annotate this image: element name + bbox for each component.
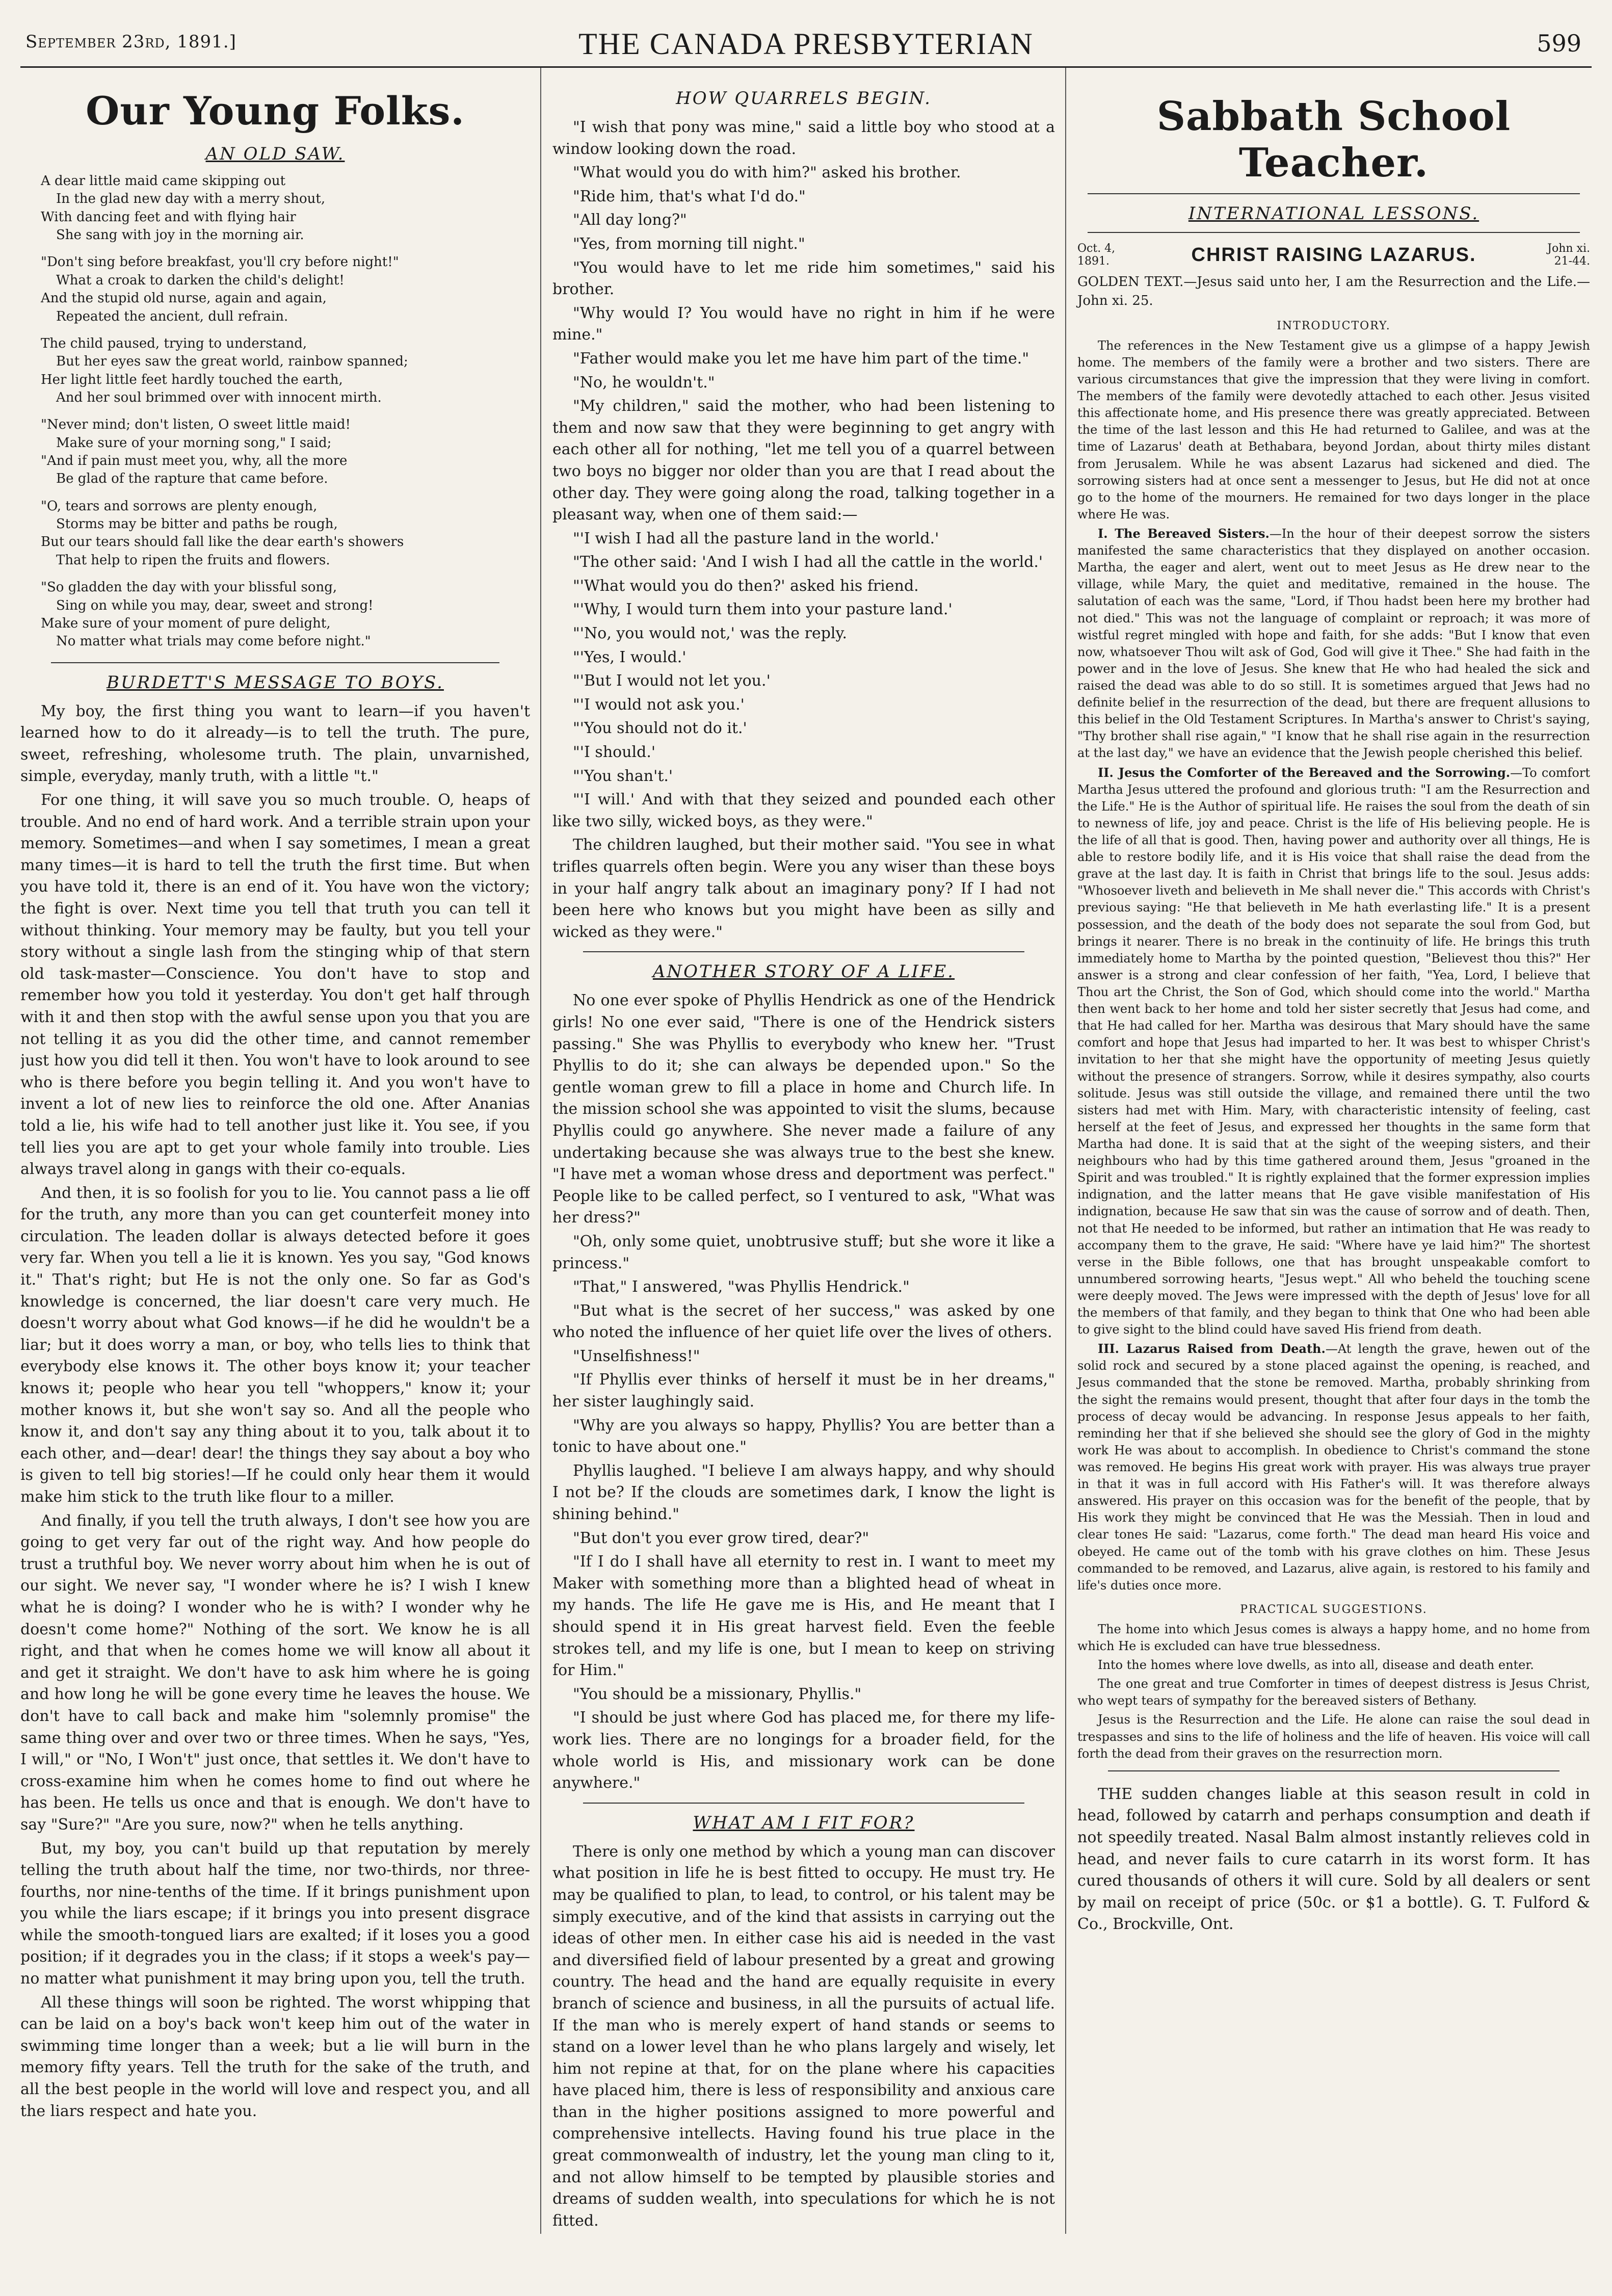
- article-burdett: [20, 701, 530, 2123]
- paragraph: And finally, if you tell the truth always, I don't see how you are going to get very far out of the right way. And how people do trust a truthful boy. We never worry about him when he is out of our sight. We never say, "I wonder where he is? I wish I knew what he is doing? I wonder who he is with? I wonder why he doesn't come home?" Nothing of the sort. We know he is all right, and that when he comes home we will know all about it and get it straight. We don't have to ask him where he is going and how long he will be gone every time he leaves the house. We don't have to call back and make him "solemnly promise" the same thing over and over two or three times. When he says, "Yes, I will," or "No, I Won't" just once, that settles it. We don't have to cross-examine him when he comes home to find out where he has been. He tells us once and that is enough. We don't have to say "Sure?" "Are you sure, now?" when he tells anything.: [20, 1511, 530, 1834]
- lesson-header: [1077, 242, 1590, 268]
- lesson-date: Oct. 4, 1891.: [1077, 242, 1116, 268]
- page-number: 599: [1537, 30, 1581, 57]
- paragraph: "'I wish I had all the pasture land in the world.': [573, 529, 939, 547]
- poem-an-old-saw: [41, 172, 510, 651]
- article-title-quarrels: HOW QUARRELS BEGIN.: [676, 88, 932, 109]
- poem-line: And her soul brimmed over with innocent mirth.: [56, 389, 382, 405]
- poem-line: But our tears should fall like the dear earth's showers: [41, 534, 404, 550]
- divider: [1088, 193, 1580, 194]
- paragraph: "'But I would not let you.': [573, 672, 771, 690]
- paragraph: "Oh, only some quiet, unobtrusive stuff; but she wore it like a princess.": [552, 1232, 1055, 1272]
- poem-line: And the stupid old nurse, again and again,: [41, 291, 327, 306]
- section-3-heading: III. Lazarus Raised from Death.: [1098, 1341, 1326, 1356]
- paragraph: Jesus is the Resurrection and the Life. He alone can raise the soul dead in trespasses and sins to the life of holiness and the life of heaven. His voice will call forth the dead from their graves on the resurrection morn.: [1077, 1712, 1590, 1761]
- paragraph: And then, it is so foolish for you to lie. You cannot pass a lie off for the truth, any more than you can get counterfeit money into circulation. The leaden dollar is always detected before it goes very far. When you tell a lie it is known. Yes you say, "God knows it." That's right; but He is not the only one. So far as God's knowledge is concerned, the liar doesn't care very much. He doesn't worry about what God knows—if he did he wouldn't be a liar; but it does worry a man, or boy, who tells lies to think that everybody else knows it. The other boys know it; your teacher knows it; people who hear you tell "whoppers," know it; your mother knows it, but she won't say so. And all the people who know it, and don't say any thing about it to you, talk about it to each other, and—dear! dear! the things they say about a boy who is given to tell big stories!—If he could only hear them it would make him stick to the truth like flour to a miller.: [20, 1184, 530, 1506]
- poem-line: Storms may be bitter and paths be rough,: [56, 516, 338, 532]
- paragraph: "'You should not do it.': [573, 719, 747, 738]
- poem-line: "So gladden the day with your blissful song,: [41, 580, 337, 595]
- paragraph: The home into which Jesus comes is always a happy home, and no home from which He is excluded can have true blessedness.: [1077, 1622, 1590, 1654]
- paragraph: "'No, you would not,' was the reply.: [573, 624, 848, 643]
- poem-line: She sang with joy in the morning air.: [56, 227, 304, 243]
- section-1: [1077, 525, 1590, 762]
- section-2-heading: II. Jesus the Comforter of the Bereaved and the Sorrowing.: [1098, 765, 1511, 780]
- lesson-reference: John xi. 21-44.: [1547, 242, 1590, 268]
- poem-line: Be glad of the rapture that came before.: [56, 471, 328, 487]
- paragraph: "You would have to let me ride him sometimes," said his brother.: [552, 258, 1055, 299]
- paragraph: But, my boy, you can't build up that reputation by merely telling the truth about half the time, nor two-thirds, nor three-fourths, nor nine-tenths of the time. If it brings punishment upon you while the liars escape; if it brings you into present disgrace while the smooth-tongued liars are exalted; if it loses you a good position; if it degrades you in the class; if it stops a week's pay—no matter what punishment it may bring upon you, tell the truth.: [20, 1839, 530, 1988]
- paragraph: "The other said: 'And I wish I had all the cattle in the world.': [573, 553, 1043, 571]
- paragraph: "Yes, from morning till night.": [573, 234, 805, 253]
- poem-line: But her eyes saw the great world, rainbow spanned;: [56, 354, 408, 370]
- divider: [1088, 232, 1580, 233]
- paragraph: "If Phyllis ever thinks of herself it must be in her dreams," her sister laughingly said.: [552, 1371, 1055, 1411]
- column-stories: [540, 68, 1055, 2234]
- poem-line: What a croak to darken the child's delight!: [56, 272, 345, 288]
- masthead: [20, 10, 1592, 68]
- divider: [583, 951, 1024, 952]
- poem-line: The child paused, trying to understand,: [41, 335, 307, 351]
- paragraph: "'I would not ask you.': [573, 695, 745, 714]
- paragraph: "You should be a missionary, Phyllis.": [573, 1685, 862, 1703]
- poem-line: "Never mind; don't listen, O sweet little maid!: [41, 417, 351, 433]
- article-quarrels: [552, 117, 1055, 943]
- advert-text: THE sudden changes liable at this season result in cold in head, followed by catarrh and perhaps consumption and death if not speedily treated. Nasal Balm almost instantly relieves cold in head, and never fails to cure catarrh in its worst form. It has cured thousands of others it will cure. Sold by all dealers or sent by mail on receipt of price (50c. or $1 a bottle). G. T. Fulford & Co., Brockville, Ont.: [1077, 1785, 1590, 1934]
- column-young-folks: [20, 68, 530, 2234]
- advertisement-nasal-balm: [1077, 1784, 1590, 1936]
- paragraph: "Father would make you let me have him part of the time.": [573, 349, 1029, 368]
- section-3: [1077, 1340, 1590, 1594]
- section-3-text: —At length the grave, hewen out of the solid rock and secured by a stone placed against the opening, is reached, and Jesus commanded that the stone be removed. Martha, probably shrinking from the sight the remains would present, thought that after four days in the tomb the process of decay would be advancing. In response Jesus appeals to her faith, reminding her that if she believed she should see the glory of God in the mighty work He was about to accomplish. In obedience to Christ's command the stone was removed. He begins His great work with prayer. His was always true prayer in that it was in full accord with His Father's will. It was therefore always answered. His prayer on this occasion was for the benefit of the people, that by His work they might be convinced that He was the Messiah. Then in loud and clear tones He said: "Lazarus, come forth." The dead man heard His voice and obeyed. He came out of the tomb with his grave clothes on him. These Jesus commanded to be removed, and Lazarus, alive again, is restored to his family and life's duties once more.: [1077, 1342, 1590, 1593]
- practical-heading: PRACTICAL SUGGESTIONS.: [1240, 1603, 1428, 1616]
- paragraph: No one ever spoke of Phyllis Hendrick as one of the Hendrick girls! No one ever said, "There is one of the Hendrick sisters passing." She was Phyllis to everybody who knew her. "Trust Phyllis to do it; she can always be depended upon." So the gentle woman grew to fill a place in home and Church life. In the mission school she was appointed to visit the slums, because Phyllis could go anywhere. She never made a failure of any undertaking because she was always true to the best she knew. "I have met a woman whose dress and deportment was perfect." People like to be called perfect, so I ventured to ask, "What was her dress?": [552, 992, 1055, 1227]
- paragraph: "Why are you always so happy, Phyllis? You are better than a tonic to have about one.": [552, 1416, 1055, 1456]
- section-heading-young-folks: Our Young Folks.: [86, 88, 465, 134]
- poem-line: "And if pain must meet you, why, all the more: [41, 453, 348, 469]
- columns: [20, 68, 1592, 2234]
- article-title-burdett: BURDETT'S MESSAGE TO BOYS.: [107, 672, 444, 693]
- paragraph: "No, he wouldn't.": [573, 373, 715, 392]
- paragraph: "But what is the secret of her success," was asked by one who noted the influence of her quiet life over the lives of others.: [552, 1301, 1055, 1342]
- divider: [51, 662, 499, 663]
- paragraph: "All day long?": [573, 211, 687, 229]
- poem-line: No matter what trials may come before night.": [56, 634, 371, 649]
- paragraph: The references in the New Testament give us a glimpse of a happy Jewish home. The members of the family were a brother and two sisters. There are various circumstances that give the impression that they were living in comfort. The members of the family were devotedly attached to each other. Jesus visited this affectionate home, and His presence there was greatly appreciated. Between the time of the last lesson and this He had returned to Galilee, and was at the time of Lazarus' death at Bethabara, beyond Jordan, about thirty miles distant from Jerusalem. While he was absent Lazarus had sickened and died. The sorrowing sisters had at once sent a messenger to Jesus, but He did not at once go to the home of the mourners. He remained for two days longer in the place where He was.: [1077, 338, 1590, 521]
- paragraph: "If I do I shall have all eternity to rest in. I want to meet my Maker with something more than a blighted head of wheat in my hands. The life He gave me is His, and He meant that I should spend it in His great harvest field. Even the feeble strokes tell, and my life is one, but I mean to keep on striving for Him.": [552, 1553, 1055, 1680]
- paragraph: "Unselfishness!": [573, 1347, 700, 1365]
- issue-date: September 23rd, 1891.]: [25, 32, 236, 52]
- golden-text: GOLDEN TEXT.—Jesus said unto her, I am the Resurrection and the Life.—John xi. 25.: [1077, 274, 1590, 308]
- paragraph: The children laughed, but their mother said. "You see in what trifles quarrels often begin. Were you any wiser than these boys in your half angry talk about an imaginary pony? If I had not been here who knows but you might have been as silly and wicked as they were.": [552, 836, 1055, 941]
- newspaper-title: THE CANADA PRESBYTERIAN: [578, 27, 1034, 61]
- poem-title: AN OLD SAW.: [205, 144, 345, 164]
- paragraph: "My children," said the mother, who had been listening to them and now saw that they were beginning to get angry with each other all for nothing, "let me tell you of a quarrel between two boys no bigger nor older than you are that I read about the other day. They were going along the road, talking together in a pleasant way, when one of them said:—: [552, 397, 1055, 524]
- article-fit: [552, 1841, 1055, 2232]
- paragraph: Into the homes where love dwells, as into all, disease and death enter.: [1098, 1658, 1534, 1673]
- poem-line: Repeated the ancient, dull refrain.: [56, 308, 288, 324]
- poem-line: A dear little maid came skipping out: [41, 173, 286, 189]
- paragraph: "'Yes, I would.': [573, 648, 686, 666]
- poem-line: Make sure of your morning song," I said;: [56, 435, 332, 451]
- poem-line: Make sure of your moment of pure delight,: [41, 615, 331, 631]
- introductory-heading: INTRODUCTORY.: [1277, 319, 1391, 332]
- paragraph: "That," I answered, "was Phyllis Hendrick.": [573, 1278, 910, 1296]
- paragraph: "'I will.' And with that they seized and pounded each other like two silly, wicked boys, as they were.": [552, 791, 1055, 830]
- paragraph: "I should be just where God has placed me, for there my life-work lies. There are no longings for a broader field, for the whole world is His, and missionary work can be done anywhere.": [552, 1709, 1055, 1792]
- paragraph: "I wish that pony was mine," said a little boy who stood at a window looking down the road.: [552, 118, 1055, 158]
- paragraph: "Ride him, that's what I'd do.": [573, 187, 806, 205]
- paragraph: For one thing, it will save you so much trouble. O, heaps of trouble. And no end of hard work. And a terrible strain upon your memory. Sometimes—and when I say sometimes, I mean a great many times—it is hard to tell the truth the first time. But when you have told it, there is an end of it. You have won the victory; the fight is over. Next time you tell that truth you can tell it without thinking. Your memory may be faulty, but you tell your story without a single lash from the stinging whip of that stern old task-master—Conscience. You don't have to stop and remember how you told it yesterday. You don't get half through with it and then stop with the awful sense upon you that you are not telling it as you did the other time, and cannot remember just how you did tell it then. You won't have to look around to see who is there before you begin telling it. And you won't have to invent a lot of new lies to reinforce the old one. After Ananias told a lie, his wife had to tell another just like it. You see, if you tell lies you are apt to get your whole family into trouble. Lies always travel along in gangs with their co-equals.: [20, 791, 530, 1179]
- paragraph: "'What would you do then?' asked his friend.: [573, 577, 919, 595]
- paragraph: "But don't you ever grow tired, dear?": [573, 1529, 869, 1547]
- paragraph: There is only one method by which a young man can discover what position in life he is best fitted to occupy. He must try. He may be qualified to plan, to lead, to control, or his talent may be simply executive, and of the kind that assists in carrying out the ideas of other men. In either case his aid is needed in the vast and diversified field of labour presented by a great and growing country. The head and the hand are equally requisite in every branch of science and business, in all the pursuits of actual life. If the man who is merely expert of hand stands or seems to stand on a lower level than he who plans largely and wisely, let him not repine at that, for on the plane where his capacities have placed him, there is less of responsibility and anxious care than in the higher positions assigned to more powerful and comprehensive intellects. Having found his true place in the great commonwealth of industry, let the young man cling to it, and not allow himself to be tempted by plausible stories and dreams of sudden wealth, into speculations for which he is not fitted.: [552, 1842, 1055, 2230]
- paragraph: "'Why, I would turn them into your pasture land.': [573, 601, 953, 619]
- lesson-body: [1077, 337, 1590, 1762]
- poem-line: That help to ripen the fruits and flowers.: [56, 552, 330, 568]
- poem-line: Sing on while you may, dear, sweet and strong!: [56, 597, 374, 613]
- poem-line: "Don't sing before breakfast, you'll cry before night!": [41, 254, 399, 270]
- section-2: [1077, 764, 1590, 1339]
- article-story: [552, 990, 1055, 1794]
- article-title-fit: WHAT AM I FIT FOR?: [693, 1812, 915, 1833]
- paragraph: "'You shan't.': [573, 767, 673, 785]
- article-title-story: ANOTHER STORY OF A LIFE.: [652, 961, 955, 982]
- paragraph: "Why would I? You would have no right in him if he were mine.": [552, 304, 1055, 344]
- section-2-text: —To comfort Martha Jesus uttered the profound and glorious truth: "I am the Resurrection and the Life." He is the Author of spiritual life. He raises the soul from the death of sin to newness of life, joy and peace. Christ is the life of His believing people. He is the life of all that is good. Then, having power and authority over all things, He is able to restore bodily life, and it is His voice that shall raise the dead from the grave at the last day. It is faith in Christ that brings life to the soul. Jesus adds: "Whosoever liveth and believeth in Me shall never die." This accords with Christ's previous saying: "He that believeth in Me hath everlasting life." It is a present possession, and the death of the body does not separate the soul from God, but brings it nearer. There is no break in the continuity of life. He brings this truth immediately home to Martha by the pointed question, "Believest thou this?" Her answer is a strong and clear confession of her faith, "Yea, Lord, I believe that Thou art the Christ, the Son of God, which should come into the world." Martha then went back to her home and told her sister secretly that Jesus had come, and that He had called for her. Martha was desirous that Mary should have the same comfort and hope that Jesus had imparted to her. It was best to whisper Christ's invitation to her that she might have the opportunity of meeting Jesus quietly without the presence of strangers. Sorrow, while it desires sympathy, also courts solitude. Jesus was still outside the village, and remained there until the two sisters had met with Him. Mary, with characteristic intensity of feeling, cast herself at the feet of Jesus, and expressed her thoughts in the same form that Martha had done. It is said that at the sight of the weeping sisters, and their neighbours who had by this time gathered around them, Jesus "groaned in the Spirit and was troubled." It is rightly explained that the former expression implies indignation, and the latter means that He gave visible manifestation of His indignation, because He saw that sin was the cause of sorrow and of death. Then, not that He needed to be informed, but rather an intimation that He was ready to accompany them to the grave, He said: "Where have ye laid him?" The shortest verse in the Bible follows, one that has brought unspeakable comfort to unnumbered sorrowing hearts, "Jesus wept." All who beheld the touching scene were deeply moved. The Jews were impressed with the depth of Jesus' love for all the members of that family, and they began to think that One who had been able to give sight to the blind could have saved His friend from death.: [1077, 765, 1590, 1337]
- section-1-heading: I. The Bereaved Sisters.: [1098, 526, 1270, 541]
- divider: [1108, 1770, 1560, 1771]
- paragraph: "What would you do with him?" asked his brother.: [573, 164, 961, 182]
- divider: [583, 1803, 1024, 1804]
- paragraph: Phyllis laughed. "I believe I am always happy, and why should I not be? If the clouds are sometimes dark, I know the light is shining behind.": [552, 1462, 1055, 1524]
- paragraph: My boy, the first thing you want to learn—if you haven't learned how to do it already—is to tell the truth. The pure, sweet, refreshing, wholesome truth. The plain, unvarnished, simple, everyday, manly truth, with a little "t.": [20, 702, 530, 786]
- subheading-international-lessons: INTERNATIONAL LESSONS.: [1188, 203, 1479, 224]
- paragraph: "'I should.': [573, 743, 656, 762]
- paragraph: The one great and true Comforter in times of deepest distress is Jesus Christ, who wept tears of sympathy for the bereaved sisters of Bethany.: [1077, 1677, 1590, 1708]
- lesson-title: CHRIST RAISING LAZARUS.: [1191, 244, 1476, 266]
- poem-line: With dancing feet and with flying hair: [41, 209, 296, 225]
- column-sabbath-school: [1065, 68, 1590, 2234]
- poem-line: Her light little feet hardly touched the earth,: [41, 372, 343, 387]
- paragraph: All these things will soon be righted. The worst whipping that can be laid on a boy's back won't keep him out of the water in swimming time longer than a week; but a lie will burn in the memory fifty years. Tell the truth for the sake of the truth, and all the best people in the world will love and respect you, and all the liars respect and hate you.: [20, 1993, 530, 2120]
- section-1-text: —In the hour of their deepest sorrow the sisters manifested the same characteristics that they displayed on another occasion. Martha, the eager and alert, went out to meet Jesus as He drew near to the village, while Mary, the quiet and meditative, remained in the house. The salutation of each was the same, "Lord, if Thou hadst been here my brother had not died." This was not the language of complaint or reproach; it was more of wistful regret mingled with hope and faith, for she adds: "But I know that even now, whatsoever Thou wilt ask of God, God will give it Thee." She had faith in the power and in the love of Jesus. She knew that He who had healed the sick and raised the dead was able to do so still. It is sometimes argued that Jews had no definite belief in the resurrection of the dead, but there are frequent allusions to this belief in the Old Testament Scriptures. In Martha's answer to Christ's saying, "Thy brother shall rise again," "I know that he shall rise again in the resurrection at the last day," we have an evidence that the Jewish people cherished this belief.: [1077, 527, 1590, 761]
- section-heading-sabbath: Sabbath School Teacher.: [1156, 93, 1511, 186]
- poem-line: In the glad new day with a merry shout,: [56, 191, 326, 207]
- poem-line: "O, tears and sorrows are plenty enough,: [41, 498, 318, 514]
